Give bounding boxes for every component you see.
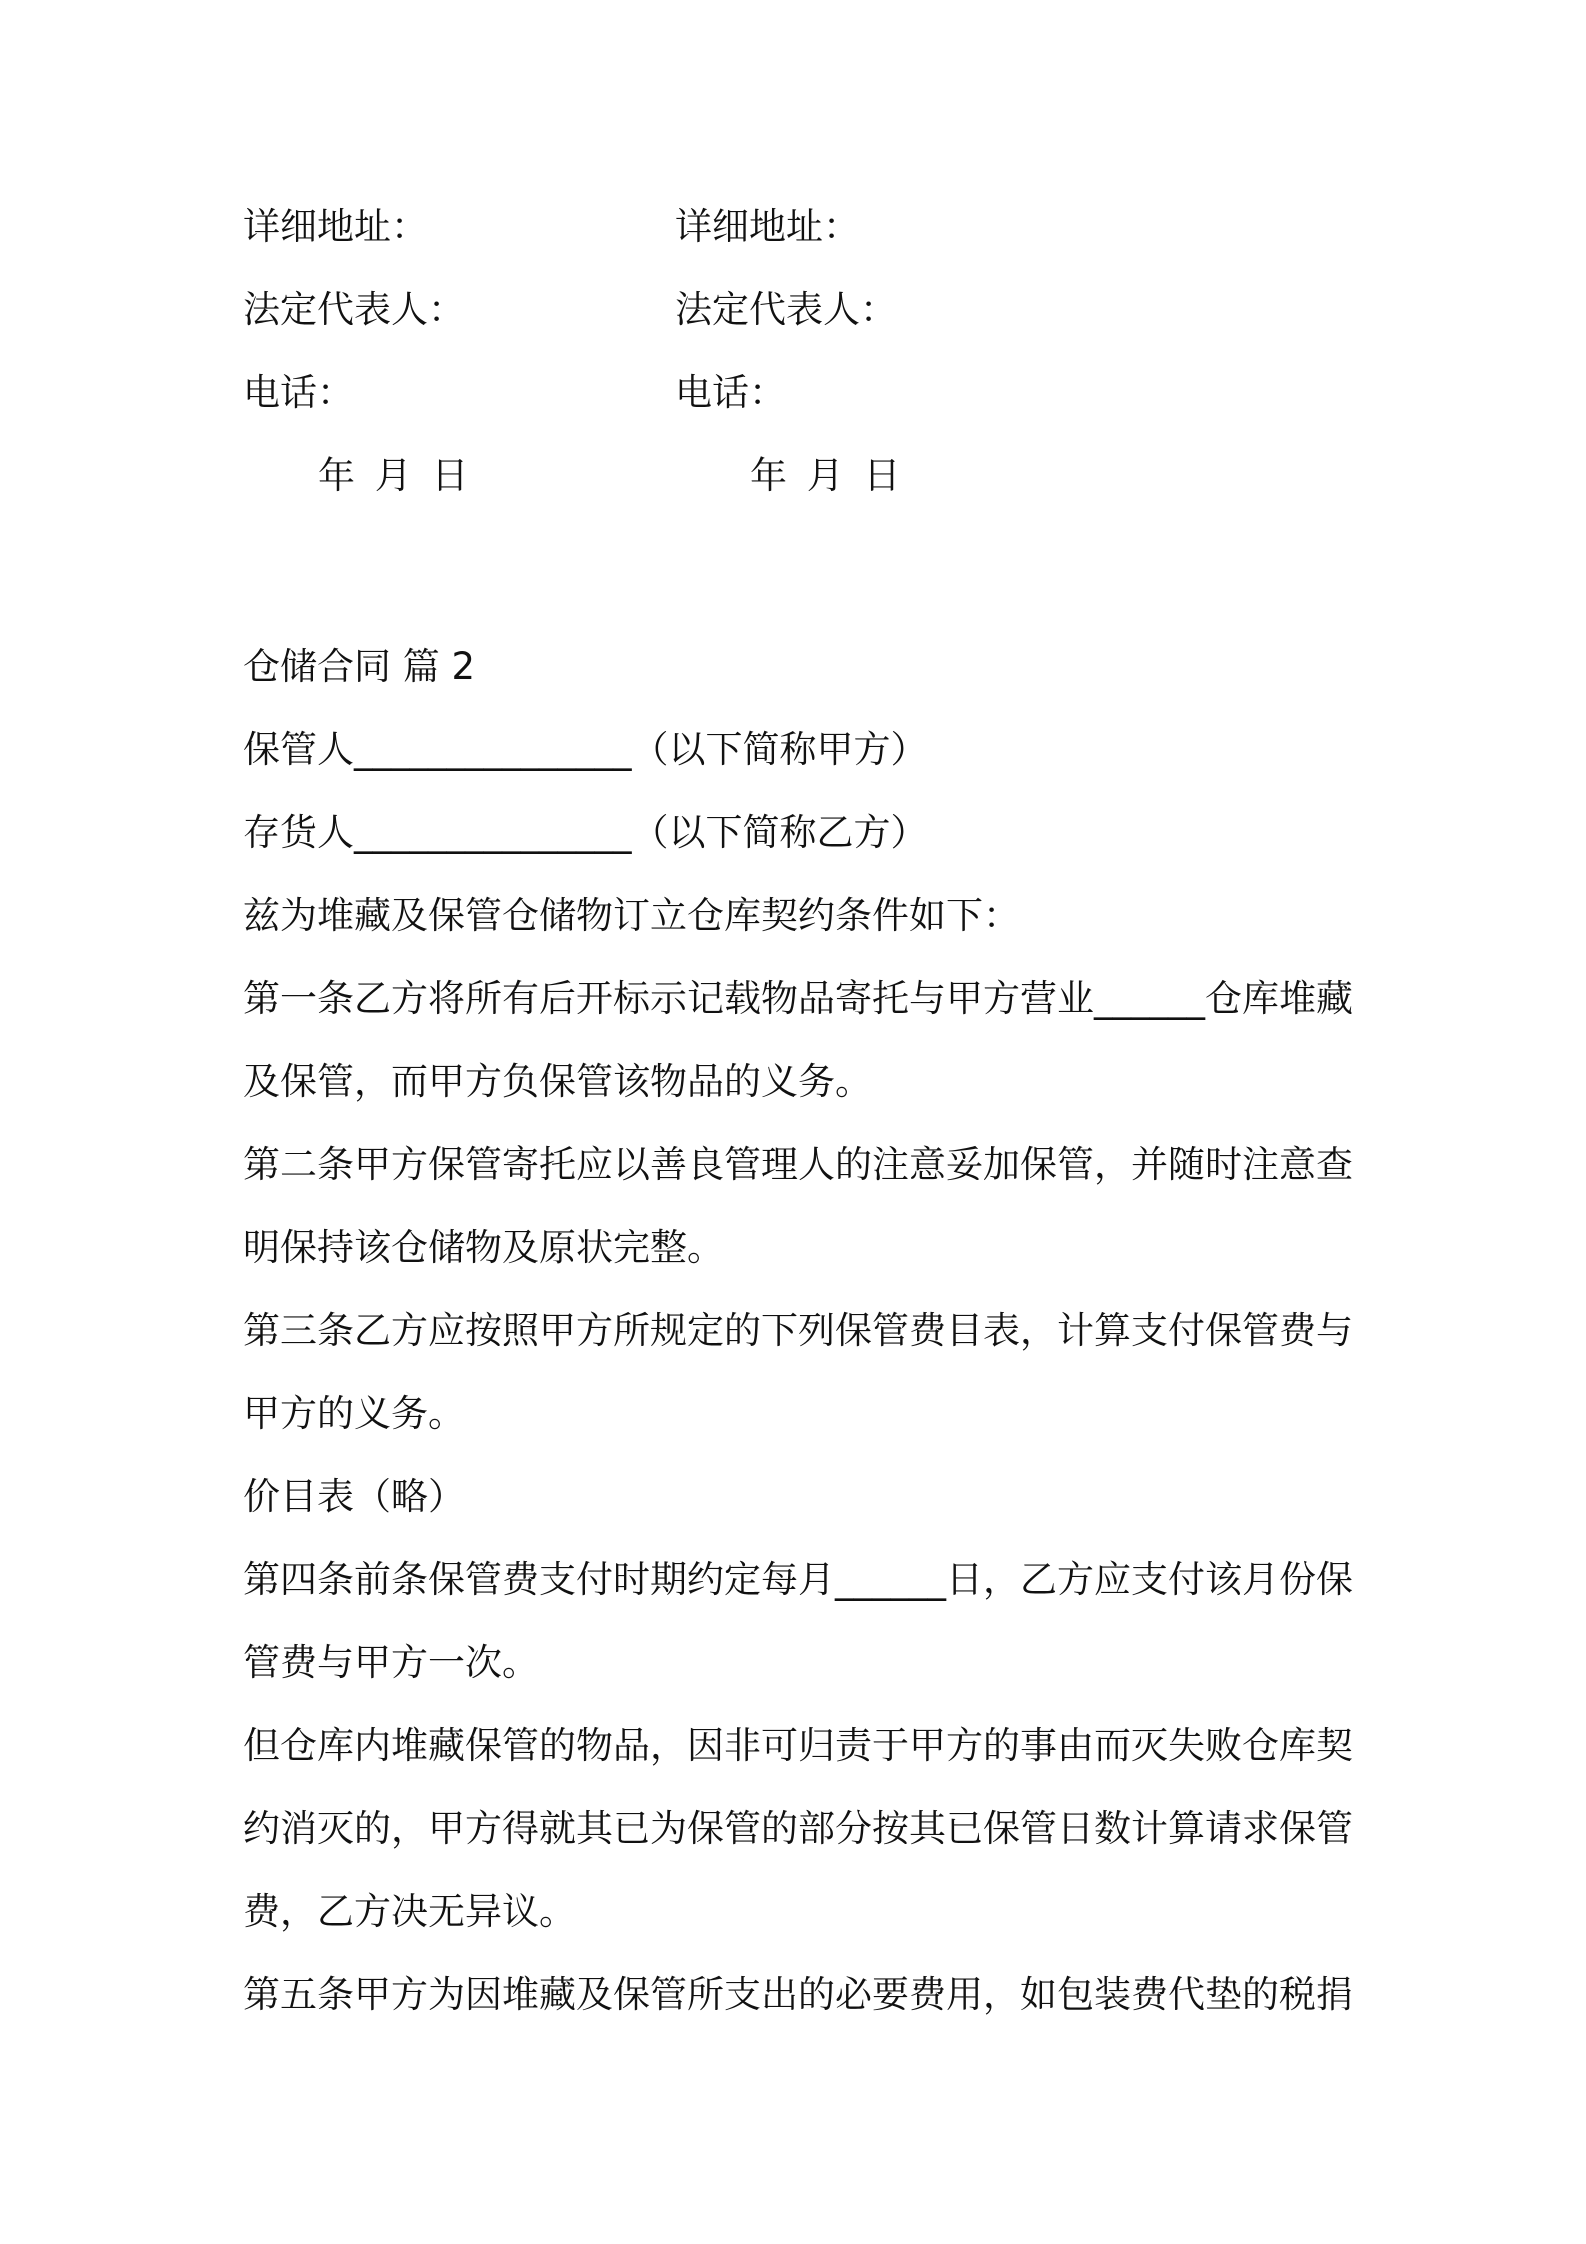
custodian-line: 保管人_______________（以下简称甲方） — [243, 728, 928, 771]
article-4: 第四条前条保管费支付时期约定每月______日，乙方应支付该月份保管费与甲方一次。 — [243, 1558, 1353, 1684]
price-list-note: 价目表（略） — [243, 1475, 465, 1518]
party-a-phone-label: 电话： — [243, 371, 354, 414]
party-a-date-label: 年 月 日 — [318, 454, 473, 497]
article-4-proviso: 但仓库内堆藏保管的物品，因非可归责于甲方的事由而灭失败仓库契约消灭的，甲方得就其已为保管的部分按其已保管日数计算请求保管费，乙方决无异议。 — [243, 1724, 1353, 1933]
article-1: 第一条乙方将所有后开标示记载物品寄托与甲方营业______仓库堆藏及保管，而甲方负保管该物品的义务。 — [243, 977, 1353, 1103]
party-b-date-label: 年 月 日 — [750, 454, 905, 497]
contract-body — [243, 625, 1358, 2036]
party-b-representative-label: 法定代表人： — [675, 288, 897, 331]
article-2: 第二条甲方保管寄托应以善良管理人的注意妥加保管，并随时注意查明保持该仓储物及原状完整。 — [243, 1143, 1353, 1269]
party-b-phone-label: 电话： — [675, 371, 786, 414]
party-a-representative-label: 法定代表人： — [243, 288, 465, 331]
article-3: 第三条乙方应按照甲方所规定的下列保管费目表，计算支付保管费与甲方的义务。 — [243, 1309, 1353, 1435]
contract-heading: 仓储合同 篇 2 — [243, 645, 476, 688]
depositor-line: 存货人_______________（以下简称乙方） — [243, 811, 928, 854]
preamble: 兹为堆藏及保管仓储物订立仓库契约条件如下： — [243, 894, 1020, 937]
party-b-address-label: 详细地址： — [675, 205, 860, 248]
party-a-address-label: 详细地址： — [243, 205, 428, 248]
article-5: 第五条甲方为因堆藏及保管所支出的必要费用，如包装费代垫的税捐 — [243, 1973, 1353, 2016]
